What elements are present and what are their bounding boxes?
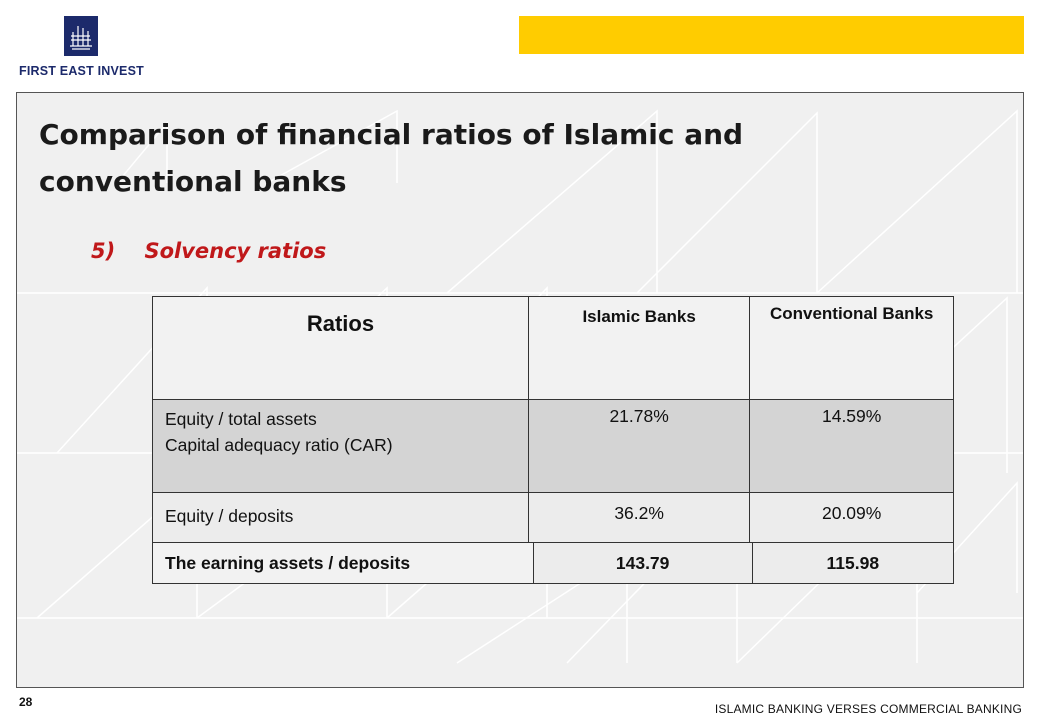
ratio-label: Equity / total assets: [165, 409, 317, 429]
header-accent-bar: [519, 16, 1024, 54]
footer-text: ISLAMIC BANKING VERSES COMMERCIAL BANKING: [714, 702, 1022, 716]
islamic-value: 36.2%: [528, 493, 749, 548]
table-header-row: [153, 297, 954, 400]
ship-logo-icon: [64, 16, 98, 56]
conventional-value: 20.09%: [750, 493, 954, 548]
slide-title: Comparison of financial ratios of Islamic and conventional banks: [39, 118, 744, 198]
summary-label: The earning assets / deposits: [153, 543, 534, 584]
ratio-name-cell: [153, 400, 529, 493]
column-header-conventional-banks: Conventional Banks: [750, 297, 954, 400]
table-row: [153, 400, 954, 493]
summary-conventional-value: 115.98: [752, 543, 953, 584]
page-number: 28: [19, 695, 33, 709]
slide-content: [16, 92, 1024, 688]
column-header-ratios: Ratios: [153, 297, 529, 400]
column-header-islamic-banks: Islamic Banks: [528, 297, 749, 400]
ratio-label-secondary: Capital adequacy ratio (CAR): [165, 435, 393, 455]
table-row: [153, 493, 954, 548]
ratio-label: Equity / deposits: [153, 493, 529, 548]
summary-islamic-value: 143.79: [533, 543, 752, 584]
islamic-value: 21.78%: [528, 400, 749, 493]
company-logo-text: FIRST EAST INVEST: [19, 64, 144, 78]
conventional-value: 14.59%: [750, 400, 954, 493]
table-row: [153, 543, 954, 584]
section-subtitle: 5) Solvency ratios: [91, 239, 327, 263]
summary-table: [152, 542, 954, 584]
ratios-table: [152, 296, 954, 548]
